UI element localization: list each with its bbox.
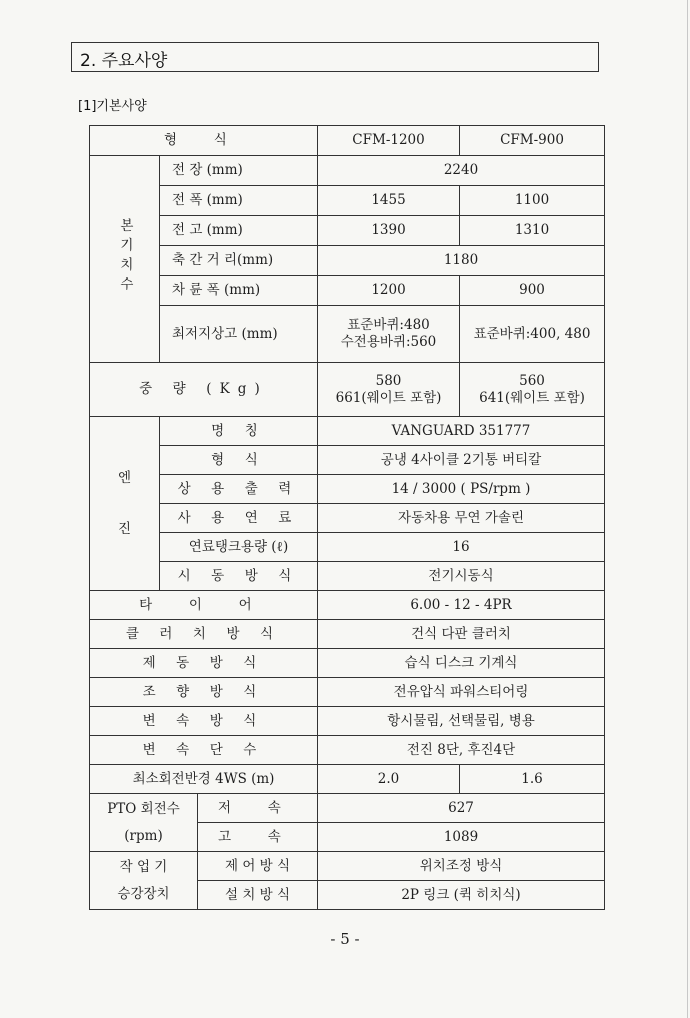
row-label: 제 동 방 식 xyxy=(90,649,318,678)
engine-group-label-top: 엔 xyxy=(117,469,132,486)
header-model-cfm1200: CFM-1200 xyxy=(318,126,460,156)
table-row xyxy=(90,678,605,707)
lift-label-line1: 작 업 기 xyxy=(119,858,168,875)
row-value: 2P 링크 (퀵 히치식) xyxy=(318,881,605,910)
row-label: 상 용 출 력 xyxy=(160,475,318,504)
row-value: 항시물림, 선택물림, 병용 xyxy=(318,707,605,736)
row-label: 타 이 어 xyxy=(90,591,318,620)
row-value: 1455 xyxy=(318,186,460,216)
row-label: 최소회전반경 4WS (m) xyxy=(90,765,318,794)
row-label: 차 륜 폭 (mm) xyxy=(160,276,318,306)
table-row xyxy=(90,446,605,475)
row-label: 사 용 연 료 xyxy=(160,504,318,533)
pto-label-line1: PTO 회전수 xyxy=(107,800,180,817)
table-row xyxy=(90,417,605,446)
pto-label-line2: (rpm) xyxy=(124,827,163,844)
row-value: 1180 xyxy=(318,246,605,276)
table-row xyxy=(90,649,605,678)
row-label: 형 식 xyxy=(160,446,318,475)
row-value: VANGUARD 351777 xyxy=(318,417,605,446)
table-row xyxy=(90,306,605,363)
row-value-line: 641(웨이트 포함) xyxy=(479,389,585,406)
lift-label-line2: 승강장치 xyxy=(117,885,170,902)
row-value: 2240 xyxy=(318,156,605,186)
table-row xyxy=(90,591,605,620)
row-value: 900 xyxy=(460,276,605,306)
row-value: 1089 xyxy=(318,823,605,852)
row-value: 위치조정 방식 xyxy=(318,852,605,881)
table-row xyxy=(90,794,605,823)
body-dimension-group-cell xyxy=(90,156,160,363)
row-label: 설 치 방 식 xyxy=(198,881,318,910)
table-row xyxy=(90,156,605,186)
table-row xyxy=(90,276,605,306)
row-value: 전진 8단, 후진4단 xyxy=(318,736,605,765)
page-edge xyxy=(687,0,688,1018)
table-row xyxy=(90,475,605,504)
section-title: 2. 주요사양 xyxy=(80,51,168,71)
table-row xyxy=(90,765,605,794)
row-value: 표준바퀴:400, 480 xyxy=(460,306,605,363)
row-label: 축 간 거 리(mm) xyxy=(160,246,318,276)
row-label: 최저지상고 (mm) xyxy=(160,306,318,363)
row-label: 제 어 방 식 xyxy=(198,852,318,881)
row-value: 공냉 4사이클 2기통 버티칼 xyxy=(318,446,605,475)
row-value: 627 xyxy=(318,794,605,823)
row-value-line: 560 xyxy=(519,372,545,389)
table-row xyxy=(90,562,605,591)
row-label: 연료탱크용량 (ℓ) xyxy=(160,533,318,562)
row-value: 6.00 - 12 - 4PR xyxy=(318,591,605,620)
row-value: 1.6 xyxy=(460,765,605,794)
row-value: 1200 xyxy=(318,276,460,306)
row-value xyxy=(460,363,605,417)
row-value xyxy=(318,363,460,417)
spec-table xyxy=(89,125,605,910)
lift-group-cell xyxy=(90,852,198,910)
row-value xyxy=(318,306,460,363)
header-type-label: 형 식 xyxy=(90,126,318,156)
row-value-line: 580 xyxy=(375,372,402,389)
row-value: 1310 xyxy=(460,216,605,246)
row-label: 전 장 (mm) xyxy=(160,156,318,186)
table-row xyxy=(90,620,605,649)
row-label: 변 속 방 식 xyxy=(90,707,318,736)
page-number: - 5 - xyxy=(330,930,360,948)
row-label: 전 고 (mm) xyxy=(160,216,318,246)
row-value: 1390 xyxy=(318,216,460,246)
row-value: 전기시동식 xyxy=(318,562,605,591)
row-value: 자동차용 무연 가솔린 xyxy=(318,504,605,533)
row-value: 습식 디스크 기계식 xyxy=(318,649,605,678)
row-value: 16 xyxy=(318,533,605,562)
table-row xyxy=(90,707,605,736)
row-value-line: 표준바퀴:480 xyxy=(347,317,430,334)
row-label: 고 속 xyxy=(198,823,318,852)
weight-label: 중 량 (Kg) xyxy=(90,363,318,417)
row-label: 저 속 xyxy=(198,794,318,823)
subsection-title: [1]기본사양 xyxy=(78,99,147,114)
header-model-cfm900: CFM-900 xyxy=(460,126,605,156)
engine-group-label-bottom: 진 xyxy=(117,520,132,537)
table-row xyxy=(90,363,605,417)
row-value: 2.0 xyxy=(318,765,460,794)
table-row xyxy=(90,852,605,881)
body-dimension-group-label: 본기치수 xyxy=(116,217,133,296)
engine-group-cell xyxy=(90,417,160,591)
section-header-box xyxy=(71,42,599,72)
row-value: 1100 xyxy=(460,186,605,216)
table-row xyxy=(90,533,605,562)
row-value-line: 수전용바퀴:560 xyxy=(340,334,437,350)
row-label: 조 향 방 식 xyxy=(90,678,318,707)
table-row xyxy=(90,504,605,533)
table-row xyxy=(90,736,605,765)
pto-group-cell xyxy=(90,794,198,852)
table-row xyxy=(90,246,605,276)
row-value: 14 / 3000 ( PS/rpm ) xyxy=(318,475,605,504)
row-label: 변 속 단 수 xyxy=(90,736,318,765)
table-header-row xyxy=(90,126,605,156)
row-label: 명 칭 xyxy=(160,417,318,446)
table-row xyxy=(90,216,605,246)
table-row xyxy=(90,186,605,216)
row-value: 건식 다판 클러치 xyxy=(318,620,605,649)
row-label: 전 폭 (mm) xyxy=(160,186,318,216)
row-label: 클 러 치 방 식 xyxy=(90,620,318,649)
row-value: 전유압식 파워스티어링 xyxy=(318,678,605,707)
row-value-line: 661(웨이트 포함) xyxy=(335,389,442,406)
row-label: 시 동 방 식 xyxy=(160,562,318,591)
